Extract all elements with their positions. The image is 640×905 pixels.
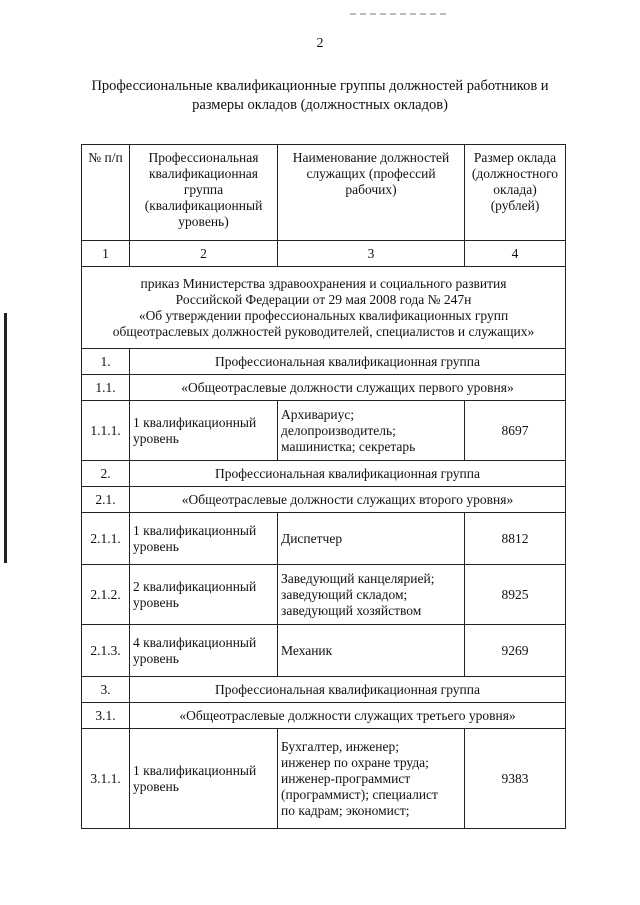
page-number: 2	[316, 36, 324, 51]
header-cell: № п/п	[82, 145, 130, 241]
salary: 8697	[465, 401, 566, 461]
group-row	[82, 703, 566, 729]
group-title: «Общеотраслевые должности служащих первого уровня»	[130, 375, 566, 401]
header-row	[82, 145, 566, 241]
column-number: 2	[130, 241, 278, 267]
row-number: 1.1.	[82, 375, 130, 401]
qualification-level: 1 квалификационный уровень	[130, 729, 278, 829]
table-row	[82, 565, 566, 625]
column-number: 4	[465, 241, 566, 267]
column-number: 3	[278, 241, 465, 267]
qualification-level: 4 квалификационный уровень	[130, 625, 278, 677]
header-cell: Профессиональная квалификационная группа (квалификационный уровень)	[130, 145, 278, 241]
scan-margin-line	[4, 313, 7, 563]
group-row	[82, 461, 566, 487]
row-number: 1.	[82, 349, 130, 375]
row-number: 2.	[82, 461, 130, 487]
row-number: 3.1.	[82, 703, 130, 729]
page-title-line: Профессиональные квалификационные группы должностей работников и	[91, 78, 549, 94]
qualification-level: 2 квалификационный уровень	[130, 565, 278, 625]
group-title: «Общеотраслевые должности служащих второго уровня»	[130, 487, 566, 513]
table-row	[82, 401, 566, 461]
group-title: Профессиональная квалификационная группа	[130, 677, 566, 703]
salary: 9269	[465, 625, 566, 677]
positions: Заведующий канцелярией; заведующий складом; заведующий хозяйством	[278, 565, 465, 625]
salary: 9383	[465, 729, 566, 829]
header-cell: Размер оклада (должностного оклада) (рублей)	[465, 145, 566, 241]
row-number: 1.1.1.	[82, 401, 130, 461]
positions: Механик	[278, 625, 465, 677]
positions: Диспетчер	[278, 513, 465, 565]
table-row	[82, 513, 566, 565]
page-title	[60, 77, 580, 115]
order-note-row	[82, 267, 566, 349]
qualification-level: 1 квалификационный уровень	[130, 401, 278, 461]
order-note: приказ Министерства здравоохранения и социального развития Российской Федерации от 29 мая 2008 года № 247н «Об утверждении профессиональных квалификационных групп общеотраслевых должностей руководителей, специалистов и служащих»	[82, 267, 566, 349]
salary: 8812	[465, 513, 566, 565]
qualification-level: 1 квалификационный уровень	[130, 513, 278, 565]
row-number: 2.1.1.	[82, 513, 130, 565]
group-title: «Общеотраслевые должности служащих третьего уровня»	[130, 703, 566, 729]
row-number: 2.1.2.	[82, 565, 130, 625]
column-number: 1	[82, 241, 130, 267]
header-cell: Наименование должностей служащих (профессий рабочих)	[278, 145, 465, 241]
table-row	[82, 625, 566, 677]
row-number: 3.	[82, 677, 130, 703]
positions: Архивариус; делопроизводитель; машинистка; секретарь	[278, 401, 465, 461]
positions: Бухгалтер, инженер; инженер по охране труда; инженер-программист (программист); специалист по кадрам; экономист;	[278, 729, 465, 829]
column-number-row	[82, 241, 566, 267]
salary-table	[81, 144, 566, 829]
table-row	[82, 729, 566, 829]
group-title: Профессиональная квалификационная группа	[130, 349, 566, 375]
salary: 8925	[465, 565, 566, 625]
row-number: 3.1.1.	[82, 729, 130, 829]
group-row	[82, 349, 566, 375]
group-title: Профессиональная квалификационная группа	[130, 461, 566, 487]
scan-stamp-marks	[350, 2, 510, 10]
group-row	[82, 375, 566, 401]
page-title-line: размеры окладов (должностных окладов)	[192, 97, 448, 113]
row-number: 2.1.	[82, 487, 130, 513]
group-row	[82, 487, 566, 513]
row-number: 2.1.3.	[82, 625, 130, 677]
group-row	[82, 677, 566, 703]
